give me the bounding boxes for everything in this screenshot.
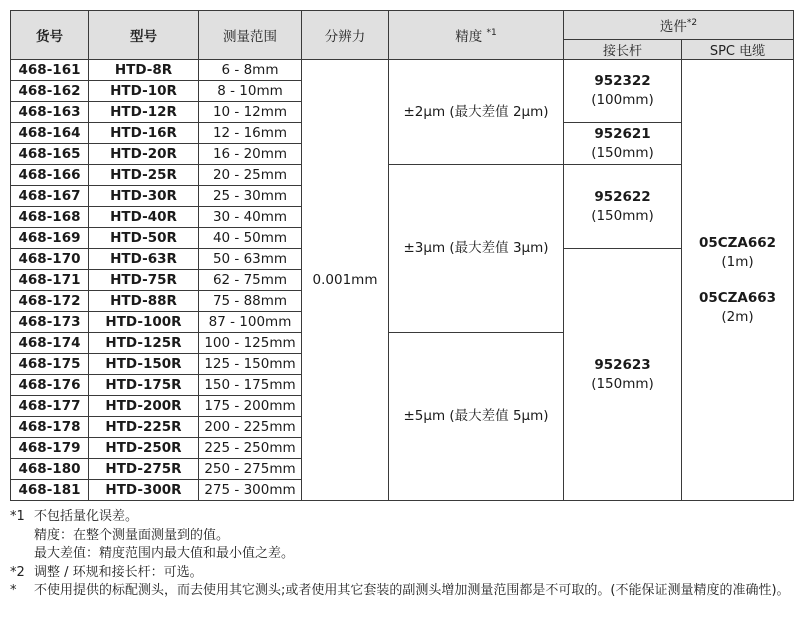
model-cell: HTD-225R bbox=[89, 417, 199, 438]
model-cell: HTD-10R bbox=[89, 81, 199, 102]
model-cell: HTD-300R bbox=[89, 480, 199, 501]
range-cell: 30 - 40mm bbox=[199, 207, 302, 228]
range-cell: 25 - 30mm bbox=[199, 186, 302, 207]
range-cell: 75 - 88mm bbox=[199, 291, 302, 312]
range-cell: 125 - 150mm bbox=[199, 354, 302, 375]
model-cell: HTD-200R bbox=[89, 396, 199, 417]
footnote-2 bbox=[10, 564, 795, 583]
extension-rod-part: 952623 bbox=[594, 356, 651, 373]
model-cell: HTD-63R bbox=[89, 249, 199, 270]
code-cell: 468-167 bbox=[11, 186, 89, 207]
header-model: 型号 bbox=[89, 11, 199, 60]
footnote-3-mark: * bbox=[10, 583, 17, 598]
range-cell: 100 - 125mm bbox=[199, 333, 302, 354]
footnote-2-mark: *2 bbox=[10, 564, 25, 580]
code-cell: 468-171 bbox=[11, 270, 89, 291]
header-accuracy bbox=[389, 11, 564, 60]
range-cell: 62 - 75mm bbox=[199, 270, 302, 291]
range-cell: 20 - 25mm bbox=[199, 165, 302, 186]
range-cell: 8 - 10mm bbox=[199, 81, 302, 102]
footnote-1-mark: *1 bbox=[10, 509, 25, 524]
code-cell: 468-173 bbox=[11, 312, 89, 333]
extension-rod-part: 952621 bbox=[594, 125, 651, 142]
range-cell: 250 - 275mm bbox=[199, 459, 302, 480]
model-cell: HTD-125R bbox=[89, 333, 199, 354]
spc-cable-length: (2m) bbox=[721, 308, 754, 325]
model-cell: HTD-175R bbox=[89, 375, 199, 396]
accuracy-cell: ±5μm (最大差值 5μm) bbox=[389, 333, 564, 501]
code-cell: 468-175 bbox=[11, 354, 89, 375]
accuracy-cell: ±2μm (最大差值 2μm) bbox=[389, 60, 564, 165]
footnote-mark-1: *1 bbox=[486, 28, 497, 38]
extension-rod-length: (100mm) bbox=[591, 92, 654, 108]
model-cell: HTD-20R bbox=[89, 144, 199, 165]
code-cell: 468-174 bbox=[11, 333, 89, 354]
model-cell: HTD-88R bbox=[89, 291, 199, 312]
extension-rod-part: 952322 bbox=[594, 73, 651, 89]
model-cell: HTD-12R bbox=[89, 102, 199, 123]
range-cell: 150 - 175mm bbox=[199, 375, 302, 396]
footnote-2-text: 调整 / 环规和接长杆：可选。 bbox=[34, 564, 203, 580]
code-cell: 468-168 bbox=[11, 207, 89, 228]
code-cell: 468-161 bbox=[11, 60, 89, 81]
extension-rod-cell bbox=[564, 123, 682, 165]
model-cell: HTD-150R bbox=[89, 354, 199, 375]
code-cell: 468-179 bbox=[11, 438, 89, 459]
range-cell: 6 - 8mm bbox=[199, 60, 302, 81]
code-cell: 468-181 bbox=[11, 480, 89, 501]
footnote-1-max-difference-definition: 最大差值：精度范围内最大值和最小值之差。 bbox=[34, 546, 295, 561]
header-code: 货号 bbox=[11, 11, 89, 60]
model-cell: HTD-30R bbox=[89, 186, 199, 207]
footnote-mark-2: *2 bbox=[686, 18, 698, 28]
extension-rod-cell bbox=[564, 249, 682, 501]
model-cell: HTD-75R bbox=[89, 270, 199, 291]
range-cell: 175 - 200mm bbox=[199, 396, 302, 417]
model-cell: HTD-8R bbox=[89, 60, 199, 81]
spec-table bbox=[10, 10, 794, 501]
range-cell: 12 - 16mm bbox=[199, 123, 302, 144]
footnote-1 bbox=[10, 508, 795, 527]
model-cell: HTD-40R bbox=[89, 207, 199, 228]
code-cell: 468-172 bbox=[11, 291, 89, 312]
code-cell: 468-165 bbox=[11, 144, 89, 165]
model-cell: HTD-25R bbox=[89, 165, 199, 186]
header-options-label: 选件 bbox=[659, 19, 687, 35]
model-cell: HTD-250R bbox=[89, 438, 199, 459]
table-row bbox=[11, 165, 794, 186]
footnote-1-accuracy-definition: 精度：在整个测量面测量到的值。 bbox=[34, 527, 230, 543]
code-cell: 468-163 bbox=[11, 102, 89, 123]
code-cell: 468-177 bbox=[11, 396, 89, 417]
extension-rod-cell bbox=[564, 165, 682, 249]
code-cell: 468-178 bbox=[11, 417, 89, 438]
header-resolution: 分辨力 bbox=[302, 11, 389, 60]
range-cell: 40 - 50mm bbox=[199, 228, 302, 249]
header-options bbox=[564, 11, 794, 40]
accuracy-cell: ±3μm (最大差值 3μm) bbox=[389, 165, 564, 333]
code-cell: 468-166 bbox=[11, 165, 89, 186]
extension-rod-cell bbox=[564, 60, 682, 123]
header-accuracy-label: 精度 bbox=[455, 29, 483, 45]
header-spc-cable: SPC 电缆 bbox=[682, 40, 794, 60]
code-cell: 468-162 bbox=[11, 81, 89, 102]
range-cell: 200 - 225mm bbox=[199, 417, 302, 438]
code-cell: 468-164 bbox=[11, 123, 89, 144]
extension-rod-length: (150mm) bbox=[591, 375, 654, 392]
table-row bbox=[11, 60, 794, 81]
spc-cable-length: (1m) bbox=[721, 253, 754, 270]
extension-rod-part: 952622 bbox=[594, 188, 651, 205]
code-cell: 468-180 bbox=[11, 459, 89, 480]
model-cell: HTD-16R bbox=[89, 123, 199, 144]
spc-cable-part: 05CZA663 bbox=[698, 289, 777, 306]
range-cell: 16 - 20mm bbox=[199, 144, 302, 165]
footnote-3 bbox=[10, 582, 795, 601]
resolution-cell: 0.001mm bbox=[302, 60, 389, 501]
footnote-1-text: 不包括量化误差。 bbox=[34, 509, 139, 524]
footnote-3-text: 不使用提供的标配测头，而去使用其它测头;或者使用其它套装的副测头增加测量范围都是不可取的。(不能保证测量精度的准确性)。 bbox=[34, 583, 790, 598]
code-cell: 468-169 bbox=[11, 228, 89, 249]
spc-cable-part: 05CZA662 bbox=[698, 234, 777, 251]
model-cell: HTD-100R bbox=[89, 312, 199, 333]
range-cell: 225 - 250mm bbox=[199, 438, 302, 459]
code-cell: 468-170 bbox=[11, 249, 89, 270]
range-cell: 275 - 300mm bbox=[199, 480, 302, 501]
spc-cable-cell bbox=[682, 60, 794, 501]
extension-rod-length: (150mm) bbox=[591, 144, 654, 161]
range-cell: 50 - 63mm bbox=[199, 249, 302, 270]
model-cell: HTD-275R bbox=[89, 459, 199, 480]
header-extension: 接长杆 bbox=[564, 40, 682, 60]
extension-rod-length: (150mm) bbox=[591, 207, 654, 224]
header-range: 测量范围 bbox=[199, 11, 302, 60]
range-cell: 10 - 12mm bbox=[199, 102, 302, 123]
model-cell: HTD-50R bbox=[89, 228, 199, 249]
range-cell: 87 - 100mm bbox=[199, 312, 302, 333]
code-cell: 468-176 bbox=[11, 375, 89, 396]
footnotes bbox=[10, 508, 795, 601]
